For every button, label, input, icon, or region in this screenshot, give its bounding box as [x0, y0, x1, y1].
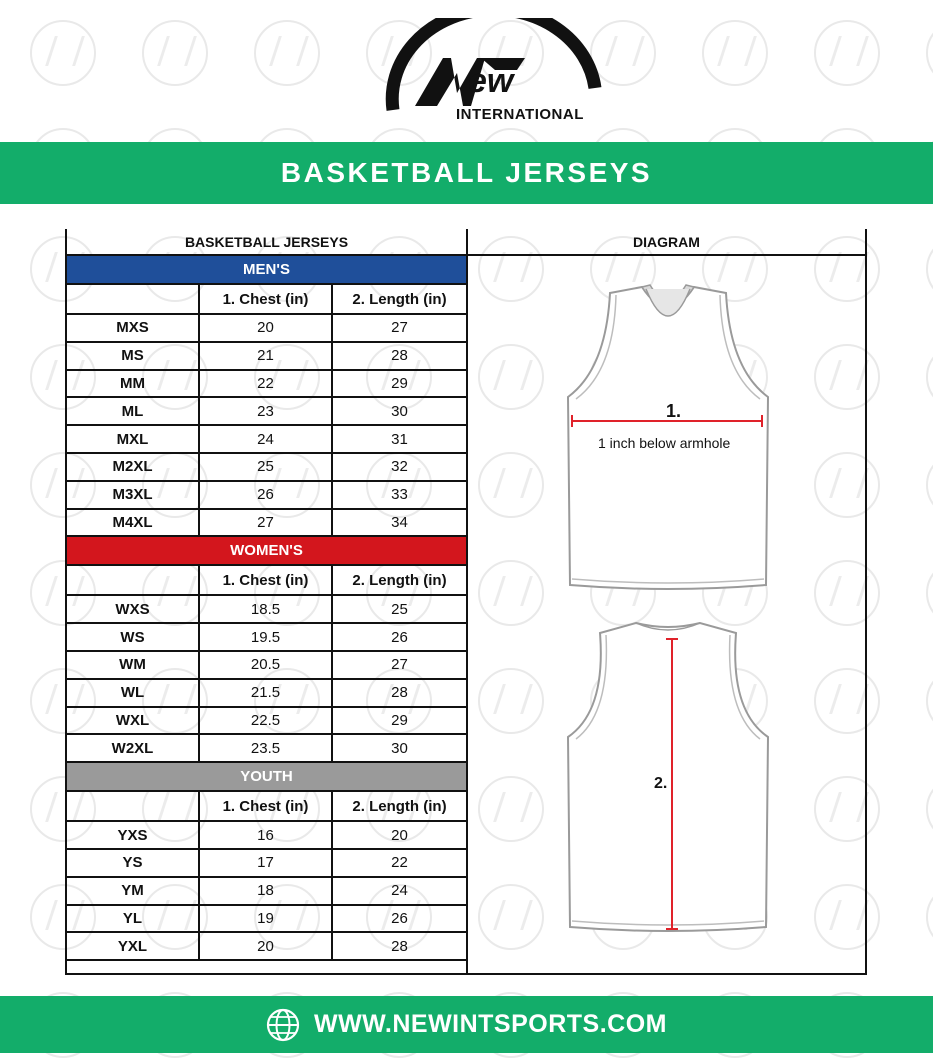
- length-col-header: 2. Length (in): [352, 290, 447, 308]
- table-row: [67, 596, 466, 624]
- chest-cell: 18: [200, 878, 333, 904]
- chest-cell: 19: [200, 906, 333, 932]
- size-chart: [65, 229, 867, 975]
- chest-cell: 21: [200, 343, 333, 369]
- length-cell: 26: [391, 628, 408, 646]
- chest-cell: 20: [200, 315, 333, 341]
- header-banner: [0, 142, 933, 204]
- chest-cell: 22.5: [200, 708, 333, 734]
- size-col-header: [67, 285, 200, 313]
- brand-logo-letters: ew: [468, 62, 514, 100]
- length-cell: 25: [391, 600, 408, 618]
- length-cell: 24: [391, 882, 408, 900]
- size-cell: WXS: [67, 596, 200, 622]
- size-cell: W2XL: [67, 735, 200, 761]
- diagram-title: DIAGRAM: [468, 229, 865, 256]
- chest-cell: 24: [200, 426, 333, 452]
- diagram-panel: [468, 229, 865, 973]
- size-cell: WXL: [67, 708, 200, 734]
- page-title: BASKETBALL JERSEYS: [280, 157, 653, 188]
- length-cell: 27: [391, 656, 408, 674]
- chest-cell: 20.5: [200, 652, 333, 678]
- watermark-emblem: [254, 20, 320, 86]
- size-col-header: [67, 792, 200, 820]
- column-header-row: [67, 792, 466, 822]
- length-cell: 22: [391, 854, 408, 872]
- length-cell: 33: [391, 486, 408, 504]
- size-cell: YM: [67, 878, 200, 904]
- watermark-emblem: [926, 776, 933, 842]
- chest-cell: 23: [200, 398, 333, 424]
- watermark-emblem: [926, 236, 933, 302]
- chest-cell: 25: [200, 454, 333, 480]
- chest-cell: 19.5: [200, 624, 333, 650]
- length-measure-marker: 2.: [654, 775, 668, 792]
- table-row: [67, 708, 466, 736]
- length-cell: 27: [391, 319, 408, 337]
- table-row: [67, 426, 466, 454]
- chest-cell: 23.5: [200, 735, 333, 761]
- size-cell: YXS: [67, 822, 200, 848]
- length-cell: 28: [391, 684, 408, 702]
- chest-cell: 20: [200, 933, 333, 959]
- table-row: [67, 933, 466, 961]
- watermark-emblem: [926, 560, 933, 626]
- size-col-header: [67, 566, 200, 594]
- length-col-header: 2. Length (in): [352, 797, 447, 815]
- watermark-emblem: [926, 668, 933, 734]
- table-row: [67, 878, 466, 906]
- watermark-emblem: [926, 344, 933, 410]
- table-row: [67, 652, 466, 680]
- table-row: [67, 680, 466, 708]
- size-cell: MM: [67, 371, 200, 397]
- globe-icon: [266, 1008, 300, 1042]
- size-cell: MXL: [67, 426, 200, 452]
- length-cell: 26: [391, 909, 408, 927]
- table-row: [67, 315, 466, 343]
- size-cell: YS: [67, 850, 200, 876]
- size-cell: M4XL: [67, 510, 200, 536]
- chest-cell: 21.5: [200, 680, 333, 706]
- length-cell: 29: [391, 374, 408, 392]
- table-row: [67, 454, 466, 482]
- size-cell: ML: [67, 398, 200, 424]
- table-row: [67, 398, 466, 426]
- watermark-emblem: [30, 20, 96, 86]
- watermark-emblem: [926, 20, 933, 86]
- size-table: [67, 229, 466, 961]
- watermark-emblem: [814, 20, 880, 86]
- size-cell: M3XL: [67, 482, 200, 508]
- brand-name: INTERNATIONAL: [456, 106, 584, 123]
- size-cell: YXL: [67, 933, 200, 959]
- length-cell: 28: [391, 937, 408, 955]
- length-cell: 30: [391, 739, 408, 757]
- section-women: WOMEN'S: [67, 537, 466, 566]
- chest-measure-note: 1 inch below armhole: [598, 435, 731, 451]
- length-cell: 31: [391, 430, 408, 448]
- length-cell: 28: [391, 347, 408, 365]
- length-cell: 34: [391, 513, 408, 531]
- table-row: [67, 735, 466, 763]
- table-row: [67, 850, 466, 878]
- table-row: [67, 624, 466, 652]
- length-cell: 30: [391, 402, 408, 420]
- size-cell: WM: [67, 652, 200, 678]
- chest-cell: 17: [200, 850, 333, 876]
- watermark-emblem: [926, 884, 933, 950]
- length-cell: 29: [391, 711, 408, 729]
- size-cell: M2XL: [67, 454, 200, 480]
- chest-col-header: 1. Chest (in): [200, 566, 333, 594]
- table-row: [67, 371, 466, 399]
- chest-col-header: 1. Chest (in): [200, 792, 333, 820]
- chest-measure-marker: 1.: [666, 401, 682, 421]
- table-row: [67, 510, 466, 538]
- footer-banner: [0, 996, 933, 1053]
- watermark-emblem: [702, 20, 768, 86]
- size-cell: WS: [67, 624, 200, 650]
- jersey-back-diagram: [560, 615, 776, 937]
- chest-cell: 16: [200, 822, 333, 848]
- size-cell: YL: [67, 906, 200, 932]
- watermark-emblem: [926, 452, 933, 518]
- column-header-row: [67, 566, 466, 596]
- column-header-row: [67, 285, 466, 315]
- size-cell: MS: [67, 343, 200, 369]
- chest-col-header: 1. Chest (in): [200, 285, 333, 313]
- website-link[interactable]: WWW.NEWINTSPORTS.COM: [313, 1010, 668, 1038]
- length-cell: 20: [391, 826, 408, 844]
- section-youth: YOUTH: [67, 763, 466, 792]
- table-row: [67, 482, 466, 510]
- table-row: [67, 906, 466, 934]
- table-title: BASKETBALL JERSEYS: [67, 229, 466, 256]
- watermark-emblem: [142, 20, 208, 86]
- chest-cell: 18.5: [200, 596, 333, 622]
- chest-cell: 22: [200, 371, 333, 397]
- length-col-header: 2. Length (in): [352, 571, 447, 589]
- chest-cell: 27: [200, 510, 333, 536]
- size-cell: MXS: [67, 315, 200, 341]
- length-cell: 32: [391, 458, 408, 476]
- table-row: [67, 343, 466, 371]
- chest-cell: 26: [200, 482, 333, 508]
- section-men: MEN'S: [67, 256, 466, 285]
- table-row: [67, 822, 466, 850]
- size-cell: WL: [67, 680, 200, 706]
